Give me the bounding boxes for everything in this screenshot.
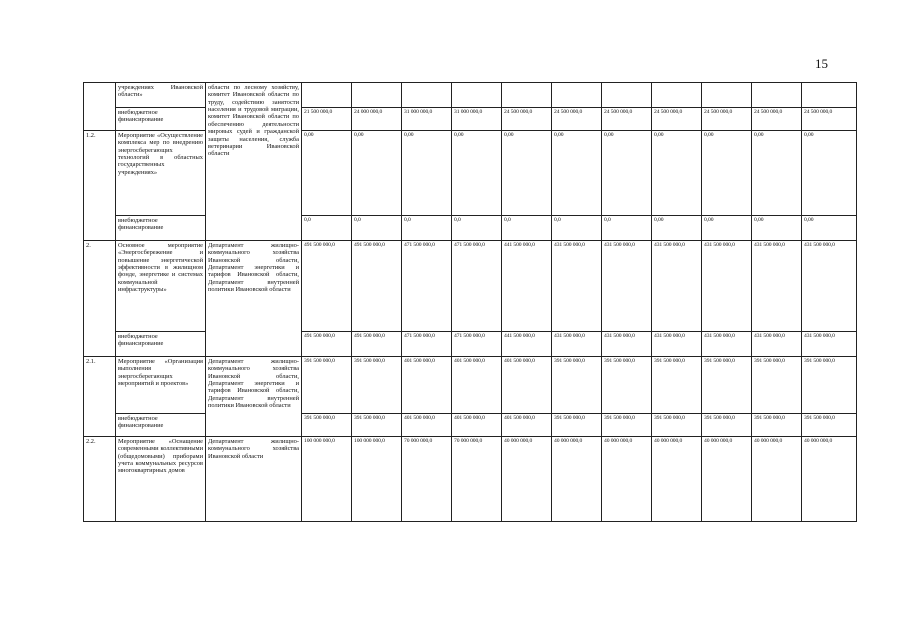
funding-value-cell: 491 500 000,0 [352,241,402,332]
funding-value-cell: 0,00 [652,216,702,241]
funding-value-cell [802,83,857,108]
funding-value-cell: 471 500 000,0 [452,332,502,357]
funding-value-cell [302,83,352,108]
table-row [84,332,857,357]
executor-cell: Департамент жилищно-коммунального хозяйства Ивановской области, Департамент энергетики и тарифов Ивановской области, Департамент внутренней политики Ивановской области [206,241,302,357]
funding-value-cell: 0,00 [702,216,752,241]
funding-value-cell: 401 500 000,0 [452,414,502,437]
funding-value-cell: 40 000 000,0 [652,437,702,522]
measure-name-cell: Основное мероприятие «Энергосбережение и повышение энергетической эффективности в жилищном фонде, энергетике и системах коммунальной инфраструктуры» [116,241,206,332]
table-row [84,131,857,216]
measure-name-cell: внебюджетное финансирование [116,414,206,437]
funding-value-cell: 0,00 [502,131,552,216]
measure-name-cell: учреждениях Ивановской области» [116,83,206,108]
funding-value-cell: 0,00 [752,216,802,241]
funding-value-cell [452,83,502,108]
funding-value-cell [602,83,652,108]
funding-value-cell: 391 500 000,0 [352,414,402,437]
executor-cell: Департамент жилищно-коммунального хозяйства Ивановской области, Департамент энергетики и тарифов Ивановской области, Департамент внутренней политики Ивановской области [206,357,302,437]
funding-value-cell: 471 500 000,0 [402,332,452,357]
funding-value-cell: 0,00 [702,131,752,216]
funding-value-cell: 31 000 000,0 [402,108,452,131]
funding-value-cell: 0,00 [402,131,452,216]
funding-value-cell: 401 500 000,0 [402,414,452,437]
funding-value-cell: 491 500 000,0 [352,332,402,357]
funding-value-cell: 0,00 [602,131,652,216]
funding-value-cell [552,83,602,108]
table-row [84,414,857,437]
funding-value-cell: 24 500 000,0 [652,108,702,131]
funding-value-cell: 24 500 000,0 [802,108,857,131]
funding-value-cell: 24 000 000,0 [352,108,402,131]
funding-value-cell: 21 500 000,0 [302,108,352,131]
funding-value-cell: 40 000 000,0 [502,437,552,522]
funding-value-cell: 401 500 000,0 [452,357,502,414]
funding-value-cell: 0,00 [452,131,502,216]
funding-value-cell: 40 000 000,0 [702,437,752,522]
funding-value-cell: 391 500 000,0 [552,357,602,414]
funding-value-cell: 491 500 000,0 [302,241,352,332]
funding-value-cell: 0,00 [652,131,702,216]
row-number-cell: 2.2. [84,437,116,522]
funding-value-cell [402,83,452,108]
funding-value-cell: 391 500 000,0 [602,357,652,414]
funding-value-cell: 0,00 [302,131,352,216]
funding-value-cell: 431 500 000,0 [552,241,602,332]
funding-value-cell: 431 500 000,0 [652,241,702,332]
funding-value-cell: 24 500 000,0 [552,108,602,131]
measure-name-cell: Мероприятие «Организация выполнения энергосберегающих мероприятий и проектов» [116,357,206,414]
funding-value-cell: 471 500 000,0 [402,241,452,332]
funding-value-cell: 391 500 000,0 [802,357,857,414]
table-row [84,108,857,131]
funding-value-cell: 431 500 000,0 [702,332,752,357]
page-number: 15 [815,56,828,71]
row-number-cell: 1.2. [84,131,116,241]
funding-value-cell [352,83,402,108]
funding-value-cell: 0,00 [752,131,802,216]
funding-value-cell: 0,0 [452,216,502,241]
funding-value-cell: 391 500 000,0 [302,414,352,437]
funding-value-cell: 391 500 000,0 [552,414,602,437]
funding-value-cell: 40 000 000,0 [552,437,602,522]
funding-value-cell [652,83,702,108]
measure-name-cell: внебюджетное финансирование [116,108,206,131]
funding-value-cell: 100 000 000,0 [302,437,352,522]
funding-value-cell: 40 000 000,0 [802,437,857,522]
funding-value-cell: 70 000 000,0 [402,437,452,522]
funding-value-cell: 391 500 000,0 [752,414,802,437]
funding-value-cell [752,83,802,108]
funding-value-cell: 0,00 [552,131,602,216]
program-funding-table [83,82,857,522]
funding-value-cell: 441 500 000,0 [502,241,552,332]
funding-value-cell: 0,0 [602,216,652,241]
row-number-cell [84,83,116,131]
funding-value-cell: 0,0 [502,216,552,241]
funding-value-cell: 0,00 [802,131,857,216]
funding-value-cell: 431 500 000,0 [802,241,857,332]
funding-value-cell: 100 000 000,0 [352,437,402,522]
funding-value-cell: 391 500 000,0 [652,357,702,414]
funding-value-cell: 391 500 000,0 [802,414,857,437]
table-row [84,357,857,414]
funding-value-cell: 24 500 000,0 [752,108,802,131]
funding-value-cell: 391 500 000,0 [702,414,752,437]
funding-value-cell: 431 500 000,0 [652,332,702,357]
funding-value-cell: 391 500 000,0 [302,357,352,414]
measure-name-cell: Мероприятие «Оснащение современными коллективными (общедомовыми) приборами учета коммунальных ресурсов многоквартирных домов [116,437,206,522]
funding-value-cell: 431 500 000,0 [752,332,802,357]
funding-value-cell: 401 500 000,0 [502,414,552,437]
funding-value-cell: 431 500 000,0 [752,241,802,332]
row-number-cell: 2. [84,241,116,357]
table-row [84,216,857,241]
funding-value-cell: 0,0 [552,216,602,241]
funding-value-cell: 391 500 000,0 [602,414,652,437]
funding-value-cell: 40 000 000,0 [602,437,652,522]
funding-value-cell: 391 500 000,0 [352,357,402,414]
measure-name-cell: внебюджетное финансирование [116,332,206,357]
funding-value-cell: 441 500 000,0 [502,332,552,357]
table-row [84,437,857,522]
measure-name-cell: внебюджетное финансирование [116,216,206,241]
funding-value-cell: 31 000 000,0 [452,108,502,131]
executor-cell: области по лесному хозяйству, комитет Ивановской области по труду, содействию занятости населения и трудовой миграции, комитет Ивановской области по обеспечению деятельности мировых судей и гражданской защиты населения, служба ветеринарии Ивановской области [206,83,302,241]
funding-value-cell: 491 500 000,0 [302,332,352,357]
funding-value-cell [702,83,752,108]
funding-value-cell: 24 500 000,0 [502,108,552,131]
funding-value-cell: 0,0 [402,216,452,241]
funding-value-cell: 401 500 000,0 [402,357,452,414]
funding-value-cell: 391 500 000,0 [652,414,702,437]
funding-value-cell: 471 500 000,0 [452,241,502,332]
funding-value-cell: 24 500 000,0 [702,108,752,131]
funding-value-cell [502,83,552,108]
measure-name-cell: Мероприятие «Осуществление комплекса мер по внедрению энергосберегающих технологий в областных государственных учреждениях» [116,131,206,216]
funding-value-cell: 40 000 000,0 [752,437,802,522]
funding-value-cell: 0,0 [352,216,402,241]
funding-value-cell: 431 500 000,0 [802,332,857,357]
funding-value-cell: 0,0 [302,216,352,241]
funding-value-cell: 0,00 [802,216,857,241]
funding-value-cell: 391 500 000,0 [702,357,752,414]
table-row [84,83,857,108]
row-number-cell: 2.1. [84,357,116,437]
funding-value-cell: 431 500 000,0 [602,332,652,357]
funding-value-cell: 401 500 000,0 [502,357,552,414]
funding-value-cell: 70 000 000,0 [452,437,502,522]
table-row [84,241,857,332]
funding-value-cell: 0,00 [352,131,402,216]
funding-value-cell: 431 500 000,0 [602,241,652,332]
funding-value-cell: 391 500 000,0 [752,357,802,414]
funding-value-cell: 431 500 000,0 [702,241,752,332]
executor-cell: Департамент жилищно-коммунального хозяйства Ивановской области [206,437,302,522]
funding-value-cell: 24 500 000,0 [602,108,652,131]
funding-value-cell: 431 500 000,0 [552,332,602,357]
